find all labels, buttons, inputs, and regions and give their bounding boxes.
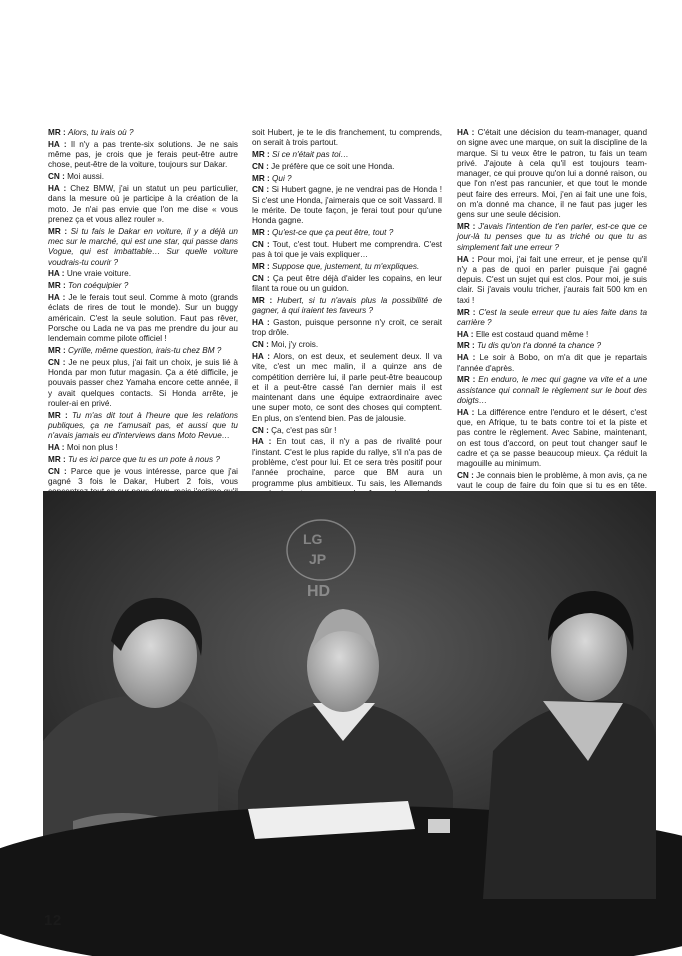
col3-paragraph (457, 375, 647, 406)
col1-paragraph (48, 140, 238, 171)
col2-paragraph (252, 262, 442, 272)
col3-paragraph (457, 128, 647, 221)
col2-paragraph (252, 150, 442, 160)
paragraph-text: En tout cas, il n'y a pas de rivalité pour l'instant. C'est le plus rapide du rallye, s'il n'a pas de problème, c'est pour lui. Et ce sera très positif pour l'année prochaine, parce que BM aura un programme plus ambitieux. Tu sais, les Allemands (252, 437, 442, 488)
paragraph-text: Chez BMW, j'ai un statut un peu particulier, dans la mesure où je participe à la création de la moto. Je n'ai pas envie que l'on me dise « vous prenez ça et vous allez rouler ». (48, 183, 238, 224)
col2-paragraph (252, 274, 442, 295)
speaker-tag: CN : (252, 185, 270, 195)
speaker-tag: HA : (48, 183, 67, 193)
paragraph-text: Ça, c'est pas sûr ! (271, 425, 337, 435)
col1-paragraph (48, 269, 238, 279)
paragraph-text: Suppose que, justement, tu m'expliques. (272, 262, 420, 272)
paragraph-text: Si Hubert gagne, je ne vendrai pas de Honda ! Si c'est une Honda, j'aimerais que ce soit Vassard. Il le mérite. De toute façon, je ferai tout pour qu'une Honda gagne. (252, 185, 442, 226)
col2-paragraph (252, 318, 442, 339)
speaker-tag: CN : (252, 239, 270, 249)
speaker-tag: CN : (457, 471, 474, 480)
paragraph-text: Tu m'as dit tout à l'heure que les relations publiques, ça ne t'amusait pas, et aussi que tu n'avais jamais eu d'interviews dans Moto Revue… (48, 410, 239, 441)
paragraph-text: Ton coéquipier ? (68, 281, 129, 291)
speaker-tag: MR : (48, 281, 66, 291)
page-number: 12 (44, 912, 62, 929)
paragraph-text: Moi, j'y crois. (271, 340, 319, 350)
speaker-tag: MR : (457, 222, 476, 232)
paragraph-text: Tout, c'est tout. Hubert me comprendra. C'est pas à toi que je vais expliquer… (252, 239, 442, 260)
paragraph-text: En enduro, le mec qui gagne va vite et a une assistance qui connaît le règlement sur le bout des doigts… (457, 375, 647, 405)
svg-text:HD: HD (307, 583, 331, 600)
paragraph-text: Cyrille, même question, irais-tu chez BM ? (68, 345, 222, 355)
speaker-tag: HA : (48, 269, 65, 279)
speaker-tag: MR : (252, 295, 273, 305)
paragraph-text: Hubert, si tu n'avais plus la possibilité de gagner, à qui iraient tes faveurs ? (252, 295, 442, 316)
col2-paragraph (252, 240, 442, 261)
col1-paragraph (48, 455, 238, 465)
speaker-tag: MR : (48, 226, 68, 236)
speaker-tag: HA : (48, 443, 65, 453)
paragraph-text: soit Hubert, je te le dis franchement, tu comprends, on serait à trois partout. (252, 128, 442, 148)
paragraph-text: J'avais l'intention de t'en parler, est-ce que ce jour-là tu penses que tu as triché ou que tu as simplement fait une erreur ? (457, 222, 647, 252)
paragraph-text: Une vraie voiture. (66, 269, 131, 279)
speaker-tag: HA : (252, 318, 270, 328)
speaker-tag: HA : (457, 329, 474, 339)
paragraph-text: Alors, on est deux, et seulement deux. Il va vite, c'est un mec malin, il a quinze ans de compétition derrière lui, il parle peut-être beaucoup et il a peut-être cassé l'an dernier mais il est maintenant dans une équipe extraordinaire avec une super moto, ce sont des choses qui comptent. En plus, on s'entend bien. Pas de jalousie. (252, 351, 442, 423)
text-column-3 (457, 128, 648, 491)
paragraph-text: Je le ferais tout seul. Comme à moto (grands éclats de rires de tout le monde). Sur un buggy américain. C'est la seule solution. Faut pas rêver, Porsche ou Lada ne va pas me prendre du jour au lendemain comme pilote officiel ! (48, 292, 238, 344)
col2-paragraph (252, 185, 442, 226)
speaker-tag: HA : (48, 139, 67, 149)
paragraph-text: Le soir à Bobo, on m'a dit que je repartais l'année d'après. (457, 353, 647, 373)
col1-paragraph (48, 358, 238, 409)
speaker-tag: HA : (252, 351, 271, 361)
speaker-tag: CN : (48, 357, 66, 367)
col2-paragraph (252, 296, 442, 317)
paragraph-text: La différence entre l'enduro et le désert, c'est que, en Afrique, tu te bats contre toi et la piste et pas contre le règlement. Avec Sabine, maintenant, on est tous d'accord, on peut tout changer sauf le cadre et ça se passe beaucoup mieux. Ça réduit la magouille au minimum. (457, 407, 648, 469)
col1-paragraph (48, 293, 238, 344)
watermark-logo (281, 514, 361, 604)
speaker-tag: CN : (252, 340, 269, 350)
paragraph-text: Tu dis qu'on t'a donné ta chance ? (477, 341, 602, 351)
speaker-tag: HA : (457, 353, 476, 363)
svg-text:LG: LG (303, 531, 323, 547)
paragraph-text: C'était une décision du team-manager, quand on signe avec une marque, on suit la discipline de la marque. Si tu veux être le patron, tu fais un team privé. J'ajoute à cela qu'il est toujours team-manager, ce qui prouve qu'on lui a donné raison, ou que l'on n'est pas rancunier, et que tout le monde peut faire des erreurs. Moi, j'en ai fait une une fois, on m'a donné ma chance, il ne faut pas juger les gens sur une seule décision. (457, 128, 648, 220)
col1-paragraph (48, 227, 238, 268)
speaker-tag: CN : (252, 273, 270, 283)
col3-paragraph (457, 308, 647, 329)
col1-paragraph (48, 172, 238, 182)
paragraph-text: Tu es ici parce que tu es un pote à nous ? (68, 454, 220, 464)
col3-paragraph (457, 222, 647, 253)
paragraph-text: Si tu fais le Dakar en voiture, il y a déjà un mec sur le marché, qui est une star, qui passe dans Vogue, qui est imbattable… Sur quelle voiture voudrais-tu courir ? (48, 226, 238, 267)
speaker-tag: MR : (48, 128, 66, 137)
paragraph-text: Si ce n'était pas toi… (272, 150, 349, 160)
col1-paragraph (48, 411, 238, 442)
paragraph-text: Alors, tu irais où ? (68, 128, 134, 137)
speaker-tag: MR : (252, 173, 270, 183)
col2-paragraph (252, 174, 442, 184)
col3-paragraph (457, 255, 647, 306)
col1-paragraph (48, 443, 238, 453)
speaker-tag: CN : (252, 161, 269, 171)
col3-paragraph (457, 341, 647, 351)
paragraph-text: Je ne peux plus, j'ai fait un choix, je suis lié à Honda par mon futur magasin. Ça a été difficile, je pouvais passer chez Yamaha encore cette année, il y avait quelques contacts. Si Honda arrête, je rouler-ai en privé. (48, 357, 238, 408)
paragraph-text: Ça peut être déjà d'aider les copains, en leur filant ta roue ou un guidon. (252, 273, 442, 294)
paragraph-text: Qu'est-ce que ça peut être, tout ? (272, 228, 394, 238)
speaker-tag: HA : (252, 437, 272, 447)
speaker-tag: HA : (457, 254, 475, 264)
col2-paragraph (252, 162, 442, 172)
paragraph-text: C'est la seule erreur que tu aies faite dans ta carrière ? (457, 307, 648, 327)
svg-text:JP: JP (309, 551, 327, 567)
col2-paragraph (252, 340, 442, 350)
paragraph-text: Je connais bien le problème, à mon avis, ça ne vaut le coup de faire du foin que si tu es en tête. (457, 471, 648, 491)
paragraph-text: Je préfère que ce soit une Honda. (271, 161, 395, 171)
speaker-tag: MR : (252, 228, 270, 238)
speaker-tag: HA : (48, 292, 66, 302)
speaker-tag: MR : (252, 262, 270, 272)
col1-paragraph (48, 281, 238, 291)
col1-paragraph (48, 128, 238, 138)
col3-paragraph (457, 353, 647, 374)
speaker-tag: MR : (457, 307, 476, 317)
col3-paragraph (457, 330, 647, 340)
speaker-tag: MR : (252, 150, 270, 160)
speaker-tag: MR : (48, 410, 68, 420)
paragraph-text: Parce que je vous intéresse, parce que j'ai gagné 3 fois le Dakar, Hubert 2 fois, vous (48, 466, 238, 486)
col3-paragraph (457, 408, 647, 470)
col2-paragraph (252, 352, 442, 424)
speaker-tag: MR : (48, 454, 66, 464)
speaker-tag: MR : (457, 375, 476, 385)
col1-paragraph (48, 184, 238, 225)
col2-paragraph (252, 228, 442, 238)
paragraph-text: Pour moi, j'ai fait une erreur, et je pense qu'il n'y a pas de quoi en parler puisque j'ai gagné depuis. C'est un sujet qui est clos. Pour moi, je suis clair. Si j'avais voulu tricher, j'aurais fait 500 km en taxi ! (457, 254, 647, 305)
speaker-tag: HA : (457, 407, 475, 417)
paragraph-text: Elle est costaud quand même ! (475, 329, 589, 339)
col2-paragraph (252, 426, 442, 436)
speaker-tag: CN : (48, 466, 67, 476)
speaker-tag: CN : (252, 425, 269, 435)
paragraph-text: Moi aussi. (67, 172, 104, 182)
paragraph-text: Il n'y a pas trente-six solutions. Je ne sais même pas, je crois que je ferais peut-être autre chose, peut-être de la voiture, toujours sur Dakar. (48, 139, 238, 170)
speaker-tag: MR : (48, 345, 66, 355)
paragraph-text: Moi non plus ! (66, 443, 118, 453)
paragraph-text: Gaston, puisque personne n'y croit, ce serait trop drôle. (252, 318, 442, 338)
text-column-1 (48, 128, 239, 486)
speaker-tag: CN : (48, 172, 65, 182)
speaker-tag: MR : (457, 341, 475, 351)
speaker-tag: HA : (457, 128, 475, 137)
col2-paragraph (252, 128, 442, 149)
col1-paragraph (48, 346, 238, 356)
paragraph-text: Qui ? (272, 173, 292, 183)
text-column-2 (252, 128, 442, 488)
